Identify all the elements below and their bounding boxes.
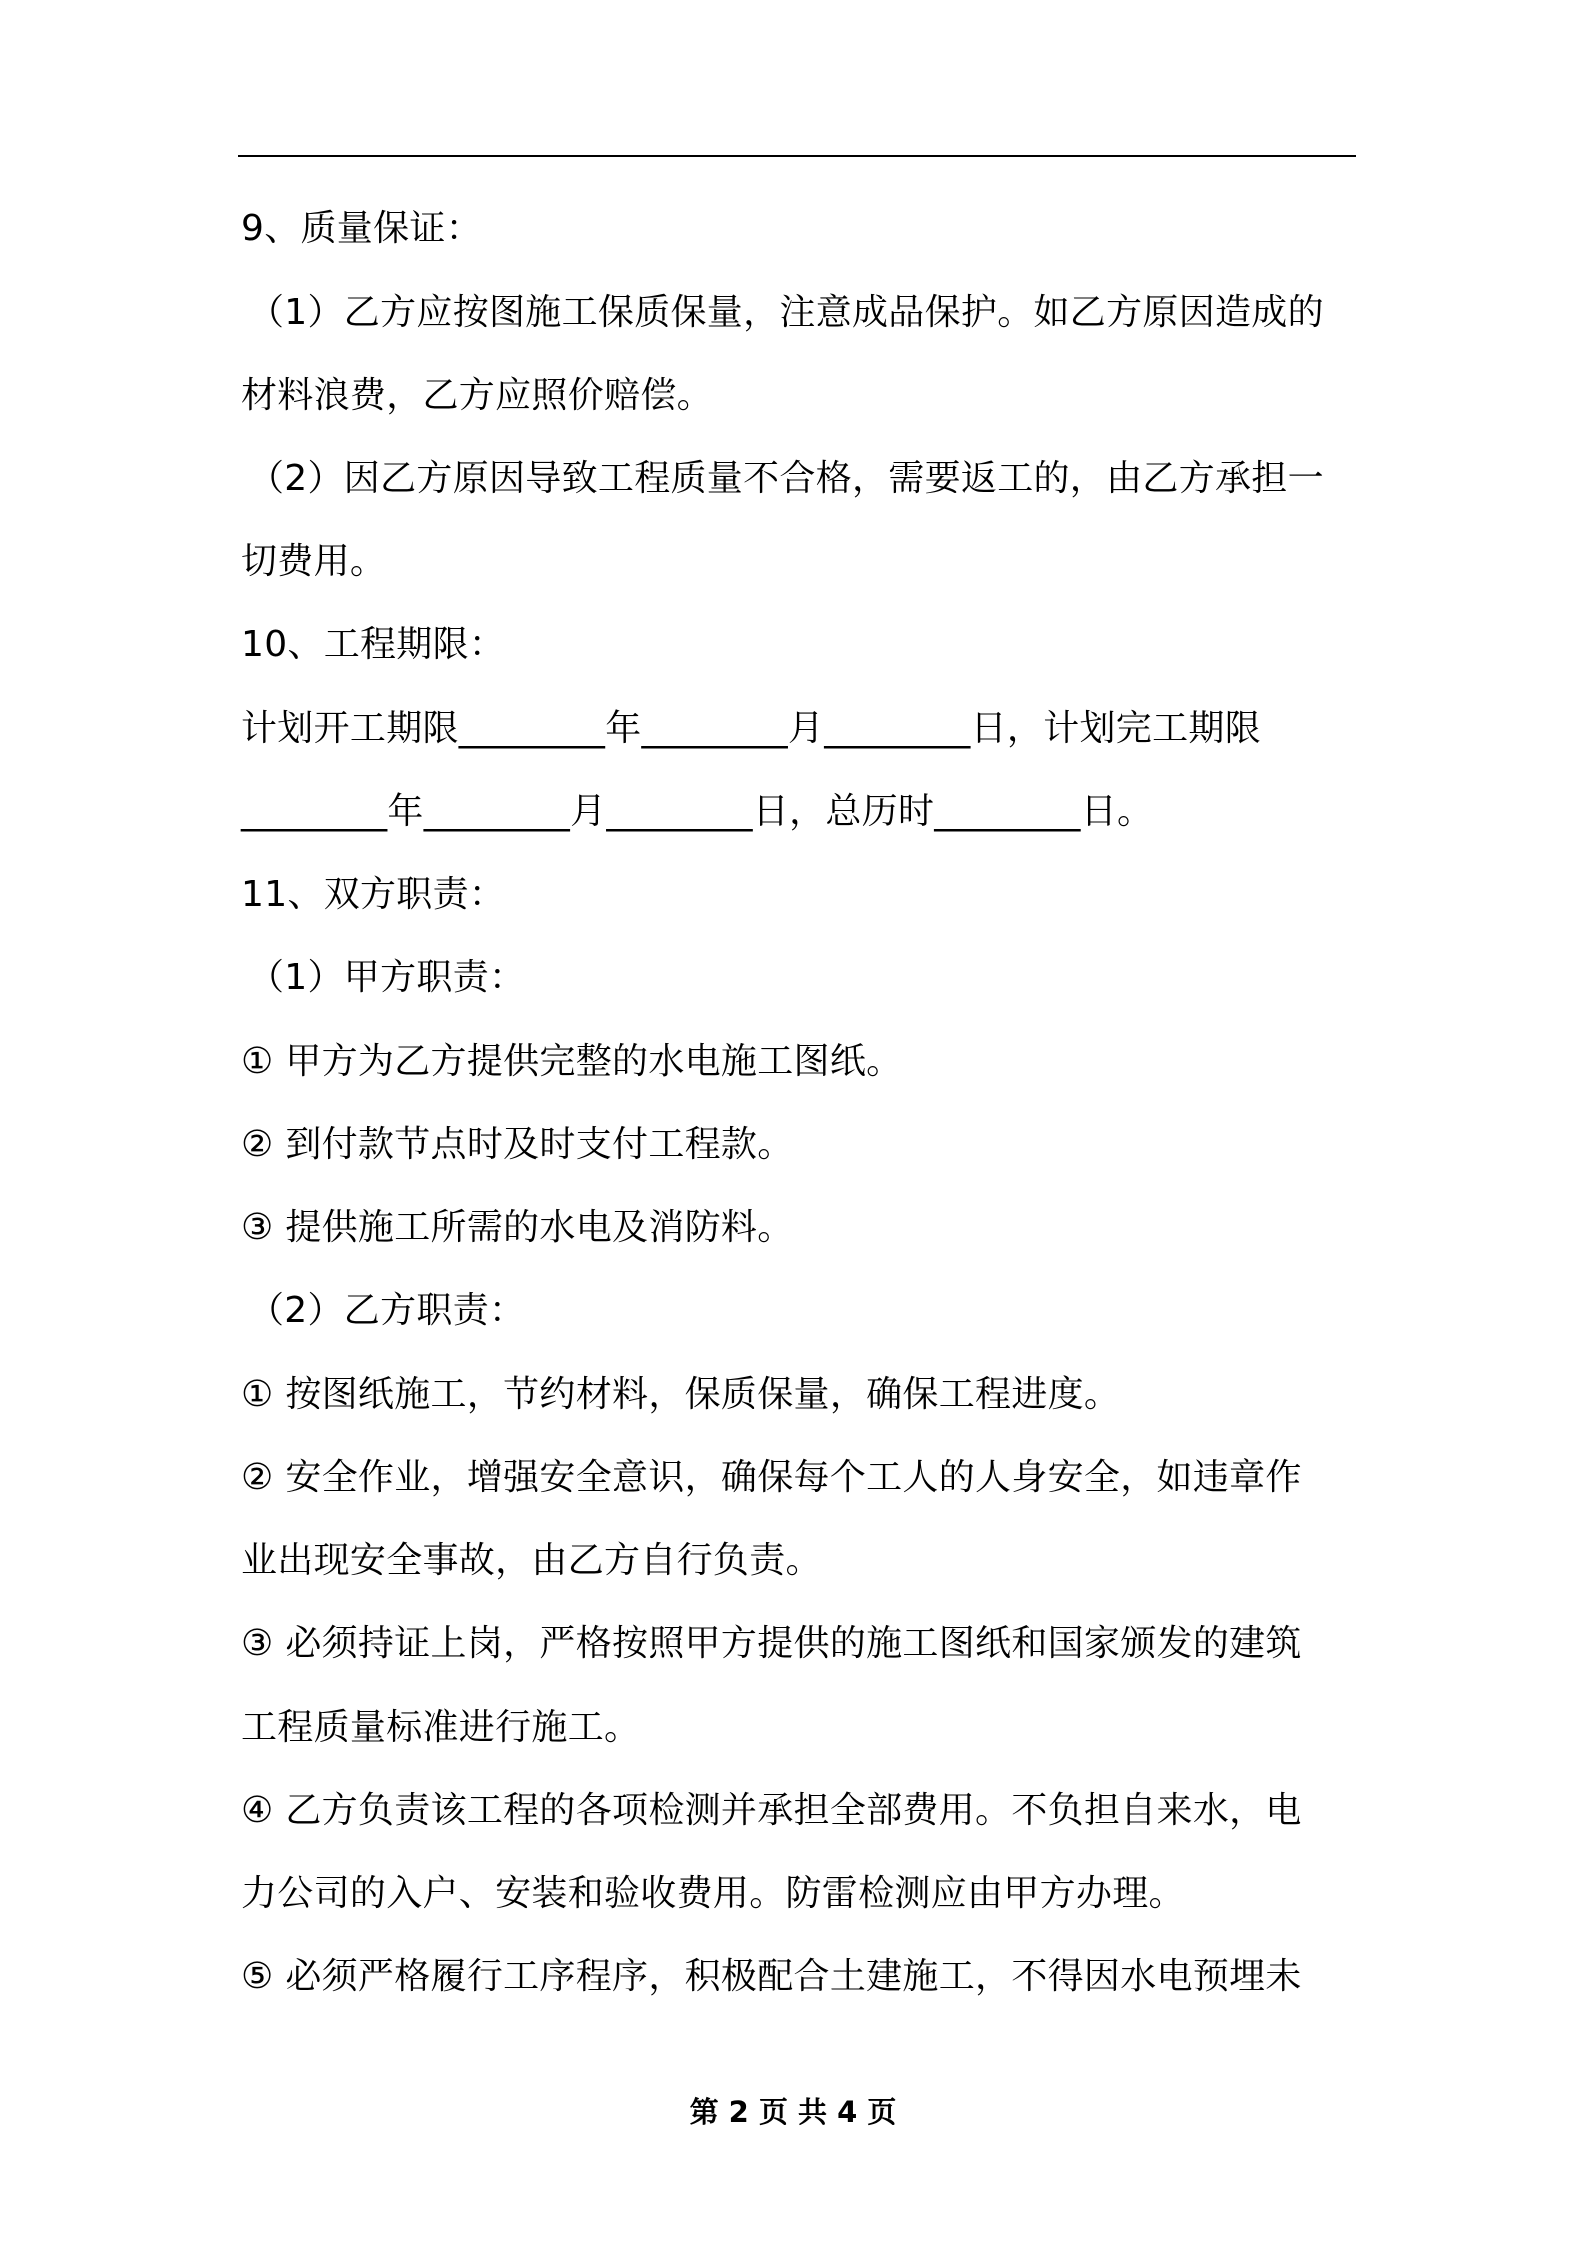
list-item: ⑤ 必须严格履行工序程序，积极配合土建施工，不得因水电预埋未 [241, 1956, 1302, 1997]
list-item-continuation: 业出现安全事故，由乙方自行负责。 [241, 1540, 822, 1581]
list-item: ③ 提供施工所需的水电及消防料。 [241, 1207, 794, 1248]
list-item: ① 甲方为乙方提供完整的水电施工图纸。 [241, 1041, 903, 1082]
list-item-continuation: 工程质量标准进行施工。 [241, 1707, 641, 1748]
paragraph-line: （1）乙方应按图施工保质保量，注意成品保护。如乙方原因造成的 [248, 292, 1324, 333]
section-heading: 11、双方职责： [241, 874, 506, 915]
subsection-heading: （1）甲方职责： [248, 957, 526, 998]
section-heading: 9、质量保证： [241, 208, 483, 249]
paragraph-line: 切费用。 [241, 541, 387, 582]
list-item: ④ 乙方负责该工程的各项检测并承担全部费用。不负担自来水，电 [241, 1790, 1302, 1831]
section-heading: 10、工程期限： [241, 624, 506, 665]
list-item: ① 按图纸施工，节约材料，保质保量，确保工程进度。 [241, 1374, 1121, 1415]
paragraph-line: 计划开工期限________年________月________日，计划完工期限 [241, 708, 1261, 749]
subsection-heading: （2）乙方职责： [248, 1290, 526, 1331]
paragraph-line: 材料浪费，乙方应照价赔偿。 [241, 375, 713, 416]
header-rule [238, 155, 1356, 157]
list-item: ③ 必须持证上岗，严格按照甲方提供的施工图纸和国家颁发的建筑 [241, 1623, 1302, 1664]
paragraph-line: ________年________月________日，总历时________日。 [241, 791, 1154, 832]
page-number-footer: 第 2 页 共 4 页 [689, 2095, 897, 2129]
list-item-continuation: 力公司的入户、安装和验收费用。防雷检测应由甲方办理。 [241, 1873, 1185, 1914]
list-item: ② 到付款节点时及时支付工程款。 [241, 1124, 794, 1165]
list-item: ② 安全作业，增强安全意识，确保每个工人的人身安全，如违章作 [241, 1457, 1302, 1498]
paragraph-line: （2）因乙方原因导致工程质量不合格，需要返工的，由乙方承担一 [248, 458, 1324, 499]
